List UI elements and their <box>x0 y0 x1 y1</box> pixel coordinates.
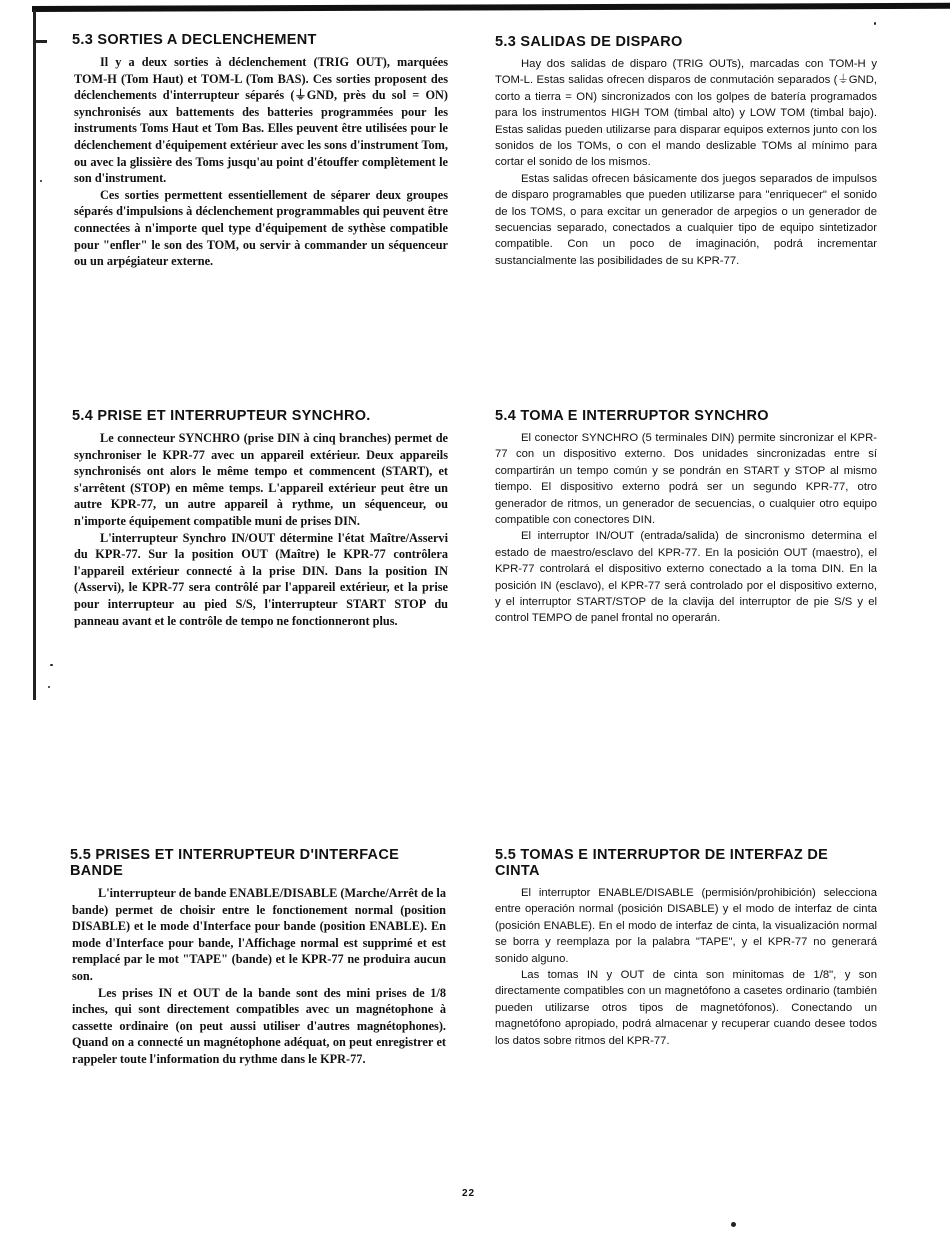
left-border-rule <box>33 10 36 700</box>
paragraph: L'interrupteur de bande ENABLE/DISABLE (Marche/Arrêt de la bande) permet de choisir entre le fonctionement normal (position DISABLE) et le mode d'Interface pour bande (position ENABLE). En mode d'Interface pour bande, l'Affichage normal est supprimé et est remplacé par le mot "TAPE" (bande) et le KPR-77 ne produira aucun son. <box>72 886 446 983</box>
paragraph: El conector SYNCHRO (5 terminales DIN) permite sincronizar el KPR-77 con un dispositivo externo. Dos unidades sincronizadas entre sí compartirán un tempo común y se pondrán en START y STOP al mismo tiempo. El dispositivo externo podrá ser un segundo KPR-77, otro generador de ritmos, un generador de secuencias, o cualquier otro equipo compatible con conectores DIN. <box>495 432 877 527</box>
paragraph: Ces sorties permettent essentiellement de séparer deux groupes séparés d'impulsions à déclenchement programmables qui peuvent être connectées à n'importe quel type d'équipement de sythèse compatible pour "enfler" le son des TOM, ou servir à commander un séquenceur ou un arpégiateur externe. <box>74 187 448 269</box>
section-fr-5-4 <box>72 408 448 629</box>
section-es-5-4 <box>495 408 877 627</box>
section-es-5-3 <box>495 34 877 269</box>
scan-speck <box>50 664 53 666</box>
section-heading: 5.4 PRISE ET INTERRUPTEUR SYNCHRO. <box>72 408 371 424</box>
scan-speck <box>48 686 50 688</box>
paragraph: L'interrupteur Synchro IN/OUT détermine l'état Maître/Asservi du KPR-77. Sur la position OUT (Maître) le KPR-77 contrôlera l'appareil extérieur connecté à la prise DIN. Dans la position IN (Asservi), le KPR-77 sera contrôlé par l'appareil extérieur, et la prise pour interrupteur au pied S/S, l'interrupteur START STOP du panneau avant et le contrôle de tempo ne fonctionneront plus. <box>74 530 448 628</box>
page-number: 22 <box>462 1188 476 1199</box>
scan-speck <box>874 22 876 25</box>
paragraph: Les prises IN et OUT de la bande sont des mini prises de 1/8 inches, qui sont directement compatibles avec un magnétophone à cassette ordinaire (on peut aussi utiliser d'autres magnétophones). Quand on a connecté un magnétophone adéquat, on peut enregistrer et rappeler toute l'information du rythme dans le KPR-77. <box>72 985 446 1066</box>
scan-speck <box>731 1222 736 1227</box>
paragraph: El interruptor IN/OUT (entrada/salida) de sincronismo determina el estado de maestro/esclavo del KPR-77. En la posición OUT (maestro), el KPR-77 controlará el dispositivo externo conectado a la toma DIN. En la posición IN (esclavo), el KPR-77 será controlado por el dispositivo externo, y el interruptor START/STOP de la clavija del interruptor de pie S/S y el control TEMPO de panel frontal no operarán. <box>495 530 877 625</box>
left-corner-tick <box>33 40 47 43</box>
paragraph: Il y a deux sorties à déclenchement (TRIG OUT), marquées TOM-H (Tom Haut) et TOM-L (Tom BAS). Ces sorties proposent des déclenchements d'interrupteur séparés (⏚GND, près du sol = ON) synchronisés aux battements des batteries programmées pour les instruments Toms Haut et Tom Bas. Elles peuvent être utilisées pour le déclenchement d'équipement extérieur avec les sons d'instrument Tom, ou avec la glissière des Toms jusqu'au point d'étouffer complètement le son d'instrument. <box>74 55 448 186</box>
section-fr-5-5 <box>70 847 446 1068</box>
section-heading: 5.3 SALIDAS DE DISPARO <box>495 34 683 50</box>
section-heading: 5.5 TOMAS E INTERRUPTOR DE INTERFAZ DE CINTA <box>495 847 829 879</box>
section-fr-5-3 <box>72 32 448 270</box>
section-heading: 5.5 PRISES ET INTERRUPTEUR D'INTERFACE BANDE <box>70 847 400 879</box>
paragraph: Las tomas IN y OUT de cinta son minitomas de 1/8", y son directamente compatibles con un magnetófono a casetes ordinario (también pueden utilizarse otros tipos de magnetófonos). Conectando un magnetófono apropiado, podrá almacenar y recuperar cuando desee todos los datos sobre ritmos del KPR-77. <box>495 969 877 1047</box>
paragraph: Hay dos salidas de disparo (TRIG OUTs), marcadas con TOM-H y TOM-L. Estas salidas ofrecen disparos de conmutación separados (⏚GND, corto a tierra = ON) sincronizados con los golpes de batería programados para los instrumentos HIGH TOM (timbal alto) y LOW TOM (timbal bajo). Estas salidas pueden utilizarse para disparar equipos externos junto con los sonidos de los TOMs, o con el mando deslizable TOMs al mínimo para cortar el sonido de los mismos. <box>495 58 877 169</box>
paragraph: El interruptor ENABLE/DISABLE (permisión/prohibición) selecciona entre operación normal (posición DISABLE) y el modo de interfaz de cinta (posición ENABLE). En el modo de interfaz de cinta, la visualización normal se borra y reemplaza por la palabra "TAPE", y el KPR-77 no generará sonido alguno. <box>495 887 877 965</box>
scan-speck <box>40 180 42 182</box>
section-es-5-5 <box>495 847 877 1049</box>
paragraph: Estas salidas ofrecen básicamente dos juegos separados de impulsos de disparo programables que pueden utilizarse para "enriquecer" el sonido de los TOMS, o para excitar un generador de arpegios o un generador de secuencias separado, conectados a cualquier tipo de equipo sintetizador compatible. Con un poco de imaginación, podrá incrementar sustancialmente las posibilidades de su KPR-77. <box>495 172 877 267</box>
top-border-rule <box>32 3 950 12</box>
section-heading: 5.3 SORTIES A DECLENCHEMENT <box>72 32 317 48</box>
section-heading: 5.4 TOMA E INTERRUPTOR SYNCHRO <box>495 408 769 424</box>
paragraph: Le connecteur SYNCHRO (prise DIN à cinq branches) permet de synchroniser le KPR-77 avec un appareil extérieur. Deux appareils synchronisés ont alors le même tempo et commencent (START), et s'arrêtent (STOP) en même temps. L'appareil extérieur peut être un autre KPR-77, un autre appareil à rythme, un séquenceur, ou n'importe équipement compatible muni de prises DIN. <box>74 431 448 528</box>
